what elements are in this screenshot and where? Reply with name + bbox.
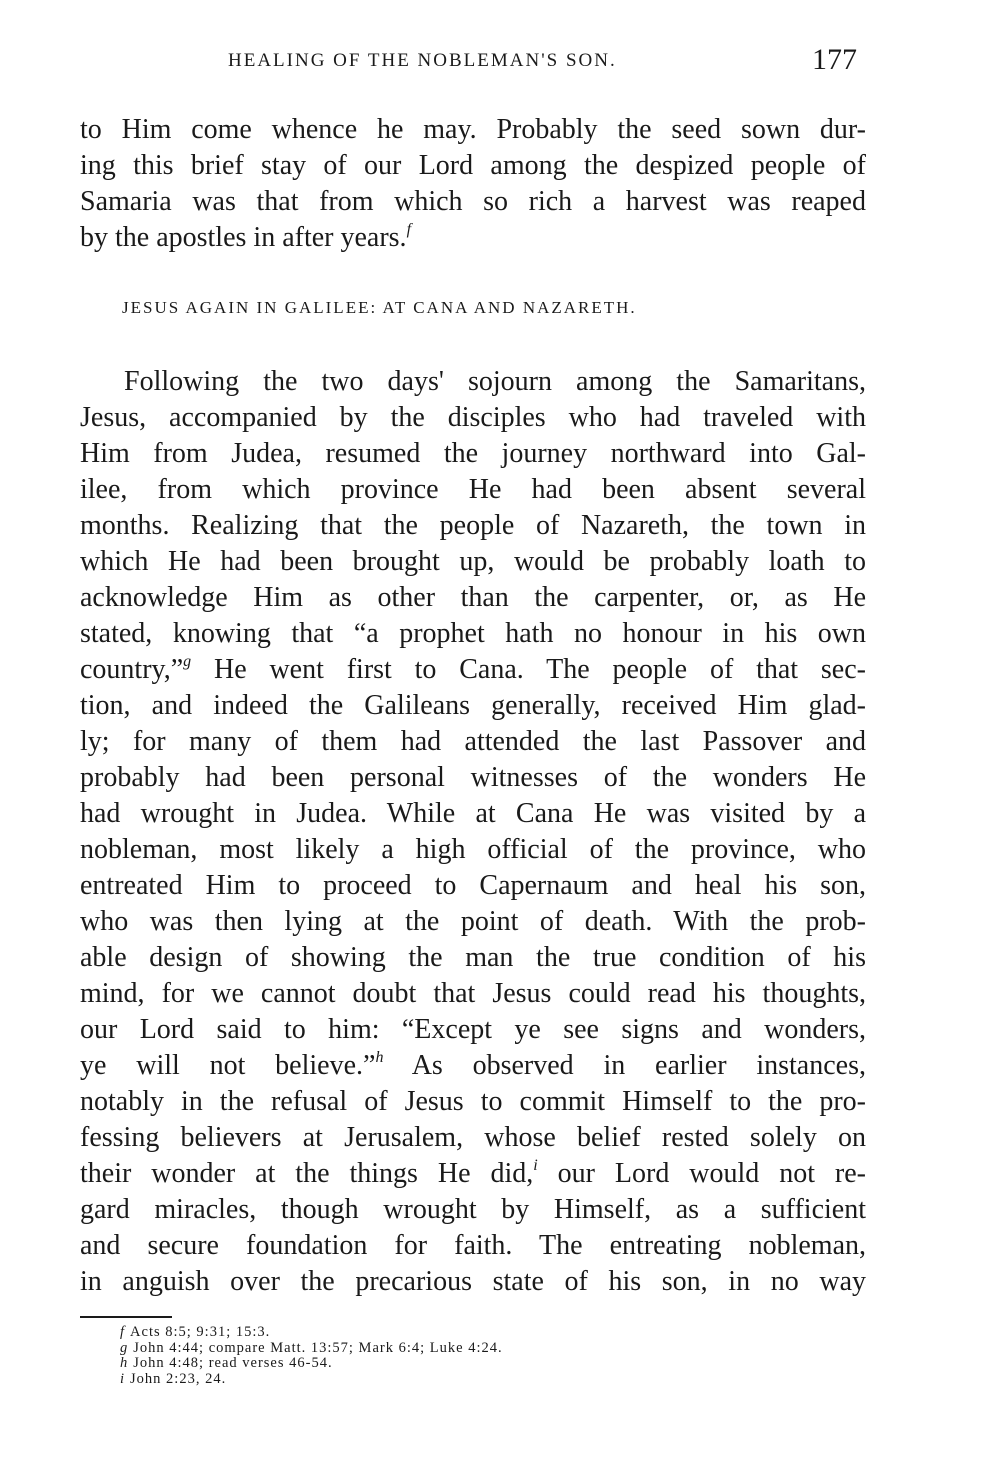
text-line bbox=[80, 1156, 866, 1192]
line-text: their wonder at the things He did, bbox=[80, 1158, 534, 1189]
line-text: country,” bbox=[80, 654, 184, 685]
text-line: Jesus, accompanied by the disciples who had traveled with bbox=[80, 402, 866, 433]
footnote-ref-i: i bbox=[533, 1157, 538, 1174]
text-line: to Him come whence he may. Probably the seed sown dur- bbox=[80, 114, 866, 145]
text-line: stated, knowing that “a prophet hath no honour in his own bbox=[80, 618, 866, 649]
text-line: who was then lying at the point of death. With the prob- bbox=[80, 906, 866, 937]
footnote-ref-f: f bbox=[406, 221, 412, 238]
footnote bbox=[120, 1325, 820, 1341]
paragraph-1 bbox=[80, 112, 866, 256]
text-line: ly; for many of them had attended the last Passover and bbox=[80, 726, 866, 757]
footnote-text: John 4:48; read verses 46-54. bbox=[133, 1355, 333, 1371]
text-line: our Lord said to him: “Except ye see signs and wonders, bbox=[80, 1014, 866, 1045]
line-text: ye will not believe.” bbox=[80, 1050, 376, 1081]
text-line: Him from Judea, resumed the journey northward into Gal- bbox=[80, 438, 866, 469]
text-line: acknowledge Him as other than the carpenter, or, as He bbox=[80, 582, 866, 613]
footnote-divider bbox=[80, 1316, 172, 1318]
text-line: which He had been brought up, would be probably loath to bbox=[80, 546, 866, 577]
page-number: 177 bbox=[812, 43, 857, 76]
text-line: gard miracles, though wrought by Himself, as a sufficient bbox=[80, 1194, 866, 1225]
paragraph-2 bbox=[80, 364, 866, 1300]
footnote-ref-h: h bbox=[375, 1049, 384, 1066]
text-line: and secure foundation for faith. The entreating nobleman, bbox=[80, 1230, 866, 1261]
footnote-mark: g bbox=[120, 1339, 129, 1356]
text-line: in anguish over the precarious state of his son, in no way bbox=[80, 1266, 866, 1297]
text-line: tion, and indeed the Galileans generally, received Him glad- bbox=[80, 690, 866, 721]
line-text: He went first to Cana. The people of that sec- bbox=[191, 654, 866, 685]
footnote bbox=[120, 1341, 820, 1357]
text-line: entreated Him to proceed to Capernaum and heal his son, bbox=[80, 870, 866, 901]
footnote-mark: i bbox=[120, 1370, 126, 1387]
line-text: our Lord would not re- bbox=[537, 1158, 866, 1189]
text-line: ing this brief stay of our Lord among the despized people of bbox=[80, 150, 866, 181]
text-line: fessing believers at Jerusalem, whose belief rested solely on bbox=[80, 1122, 866, 1153]
footnote-ref-g: g bbox=[183, 653, 192, 670]
line-text: As observed in earlier instances, bbox=[383, 1050, 866, 1081]
footnote bbox=[120, 1356, 820, 1372]
footnotes bbox=[120, 1325, 820, 1387]
line-text: by the apostles in after years. bbox=[80, 222, 407, 253]
footnote bbox=[120, 1372, 820, 1388]
text-line bbox=[80, 652, 866, 688]
text-line: had wrought in Judea. While at Cana He was visited by a bbox=[80, 798, 866, 829]
text-line bbox=[80, 220, 866, 256]
footnote-mark: h bbox=[120, 1355, 129, 1371]
running-title: HEALING OF THE NOBLEMAN'S SON. bbox=[228, 50, 617, 71]
text-line: Samaria was that from which so rich a harvest was reaped bbox=[80, 186, 866, 217]
footnote-text: John 4:44; compare Matt. 13:57; Mark 6:4; Luke 4:24. bbox=[133, 1339, 503, 1356]
footnote-text: Acts 8:5; 9:31; 15:3. bbox=[130, 1324, 271, 1340]
footnote-text: John 2:23, 24. bbox=[130, 1370, 227, 1387]
text-line: notably in the refusal of Jesus to commit Himself to the pro- bbox=[80, 1086, 866, 1117]
text-line: nobleman, most likely a high official of the province, who bbox=[80, 834, 866, 865]
text-line: able design of showing the man the true condition of his bbox=[80, 942, 866, 973]
text-line: Following the two days' sojourn among the Samaritans, bbox=[124, 366, 866, 397]
text-line: probably had been personal witnesses of the wonders He bbox=[80, 762, 866, 793]
footnote-mark: f bbox=[120, 1324, 126, 1340]
text-line: mind, for we cannot doubt that Jesus could read his thoughts, bbox=[80, 978, 866, 1009]
text-line: months. Realizing that the people of Nazareth, the town in bbox=[80, 510, 866, 541]
section-heading: JESUS AGAIN IN GALILEE: AT CANA AND NAZARETH. bbox=[122, 298, 637, 317]
text-line: ilee, from which province He had been absent several bbox=[80, 474, 866, 505]
text-line bbox=[80, 1048, 866, 1084]
